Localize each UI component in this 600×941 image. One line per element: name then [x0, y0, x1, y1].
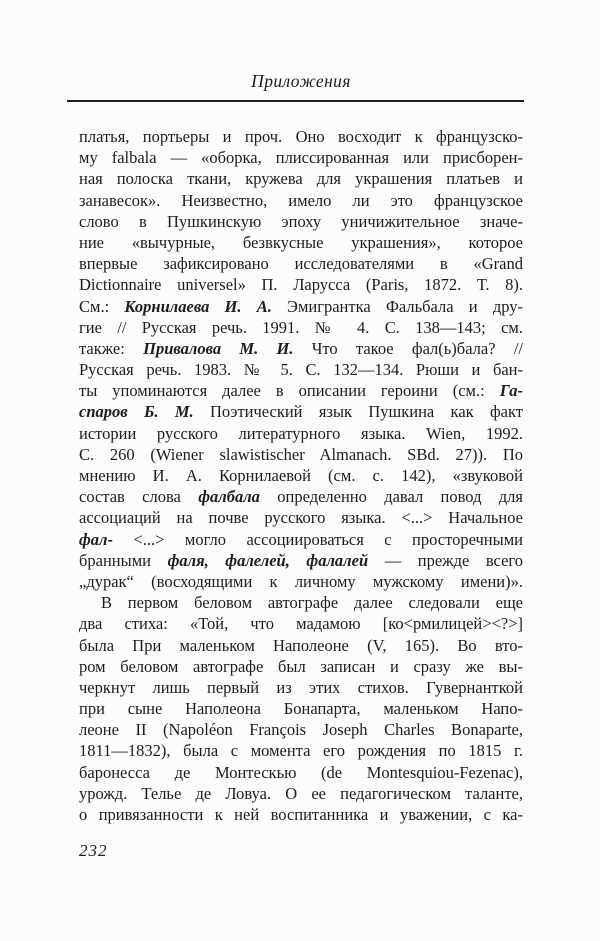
text-segment: черкнут лишь первый из этих стихов. Гувернанткой — [79, 677, 523, 697]
text-line — [79, 147, 523, 168]
text-segment: 1811—1832), была с момента его рождения по 1815 г. — [79, 741, 523, 761]
text-line — [79, 529, 523, 550]
emphasized-text: фалелей, — [225, 550, 290, 570]
text-segment: леоне II (Napoléon François Joseph Charles Bonaparte, — [79, 720, 523, 740]
text-segment: Что такое фал(ь)бала? // — [293, 338, 523, 358]
text-segment: также: — [79, 338, 144, 358]
text-line — [79, 190, 523, 211]
text-line — [79, 296, 523, 317]
text-segment: Dictionnaire universel» П. Ларусса (Paris, 1872. Т. 8). — [79, 275, 523, 295]
text-line — [79, 804, 523, 825]
emphasized-text: спаров Б. М. — [79, 402, 194, 422]
text-segment: истории русского литературного языка. Wien, 1992. — [79, 423, 523, 443]
text-segment: два стиха: «Той, что мадамою [ко<рмилицей><?>] — [79, 614, 523, 634]
text-segment: См.: — [79, 296, 125, 316]
text-line — [79, 719, 523, 740]
text-line — [79, 783, 523, 804]
text-line — [79, 740, 523, 761]
text-line — [79, 507, 523, 528]
text-segment: ная полоска ткани, кружева для украшения платьев и — [79, 169, 523, 189]
running-header-title: Приложения — [251, 71, 351, 91]
text-line — [79, 677, 523, 698]
emphasized-text: фалбала — [198, 487, 260, 507]
text-line — [79, 380, 523, 401]
text-line — [79, 317, 523, 338]
text-line — [79, 168, 523, 189]
text-segment — [209, 551, 226, 570]
text-segment: впервые зафиксировано исследователями в «Grand — [79, 254, 523, 274]
header-rule — [67, 100, 524, 102]
emphasized-text: Корнилаева И. А. — [124, 296, 272, 316]
text-segment: С. 260 (Wiener slawistischer Almanach. SBd. 27)). По — [79, 444, 523, 464]
page-number: 232 — [79, 841, 108, 860]
text-line — [79, 444, 523, 465]
text-line — [79, 232, 523, 253]
text-line — [79, 253, 523, 274]
text-segment: мнению И. А. Корнилаевой (см. с. 142), «звуковой — [79, 466, 523, 485]
text-segment: баронесса де Монтескью (de Montesquiou-Fezenac), — [79, 762, 523, 782]
text-segment: <...> могло ассоциироваться с просторечными — [113, 529, 523, 549]
text-segment: Поэтический язык Пушкина как факт — [193, 402, 523, 422]
text-segment: при сыне Наполеона Бонапарта, маленьком Напо- — [79, 699, 523, 719]
text-line — [79, 592, 523, 613]
text-segment: му falbala — «оборка, плиссированная или присборен- — [79, 148, 523, 168]
text-line — [79, 126, 523, 147]
text-segment: о привязанности к ней воспитанника и уважении, с ка- — [79, 805, 523, 824]
text-line — [79, 571, 523, 592]
text-segment: — прежде всего — [368, 550, 523, 570]
text-segment: ние «вычурные, безвкусные украшения», которое — [79, 232, 523, 252]
text-line — [79, 486, 523, 507]
text-segment: ты упоминаются далее в описании героини (см.: — [79, 381, 500, 401]
emphasized-text: фал- — [79, 529, 114, 549]
text-segment: гие // Русская речь. 1991. № 4. С. 138—143; см. — [79, 317, 523, 337]
emphasized-text: Га- — [499, 381, 523, 401]
text-line — [79, 698, 523, 719]
body-text — [79, 126, 523, 825]
text-line — [79, 359, 523, 380]
text-line — [79, 423, 523, 444]
text-segment: слово в Пушкинскую эпоху уничижительное значе- — [79, 211, 523, 231]
text-segment: занавесок». Неизвестно, имело ли это французское — [79, 190, 523, 210]
emphasized-text: фалалей — [306, 550, 369, 570]
text-segment: урожд. Телье де Ловуа. О ее педагогическом таланте, — [79, 783, 523, 803]
text-segment: „дурак“ (восходящими к личному мужскому имени)». — [79, 571, 523, 591]
text-segment: ассоциаций на почве русского языка. <...> Начальное — [79, 508, 523, 528]
text-line — [79, 274, 523, 295]
text-line — [79, 656, 523, 677]
text-line — [79, 401, 523, 422]
text-line — [79, 465, 523, 486]
text-segment: определенно давал повод для — [259, 487, 523, 507]
text-segment: платья, портьеры и проч. Оно восходит к французско- — [79, 127, 523, 146]
text-segment: была При маленьком Наполеоне (V, 165). Во вто- — [79, 635, 523, 655]
text-line — [79, 762, 523, 783]
emphasized-text: Привалова М. И. — [143, 338, 294, 358]
text-segment: состав слова — [79, 487, 199, 507]
text-segment: бранными — [79, 550, 168, 570]
text-line — [79, 211, 523, 232]
text-line — [79, 338, 523, 359]
text-segment: Русская речь. 1983. № 5. С. 132—134. Рюши и бан- — [79, 360, 523, 380]
text-line — [79, 613, 523, 634]
emphasized-text: фаля, — [167, 550, 209, 570]
text-line — [79, 635, 523, 656]
text-segment: ром беловом автографе был записан и сразу же вы- — [79, 656, 523, 676]
text-segment — [290, 551, 307, 570]
text-segment: Эмигрантка Фальбала и дру- — [271, 296, 523, 316]
text-segment: В первом беловом автографе далее следовали еще — [101, 593, 523, 613]
text-line — [79, 550, 523, 571]
